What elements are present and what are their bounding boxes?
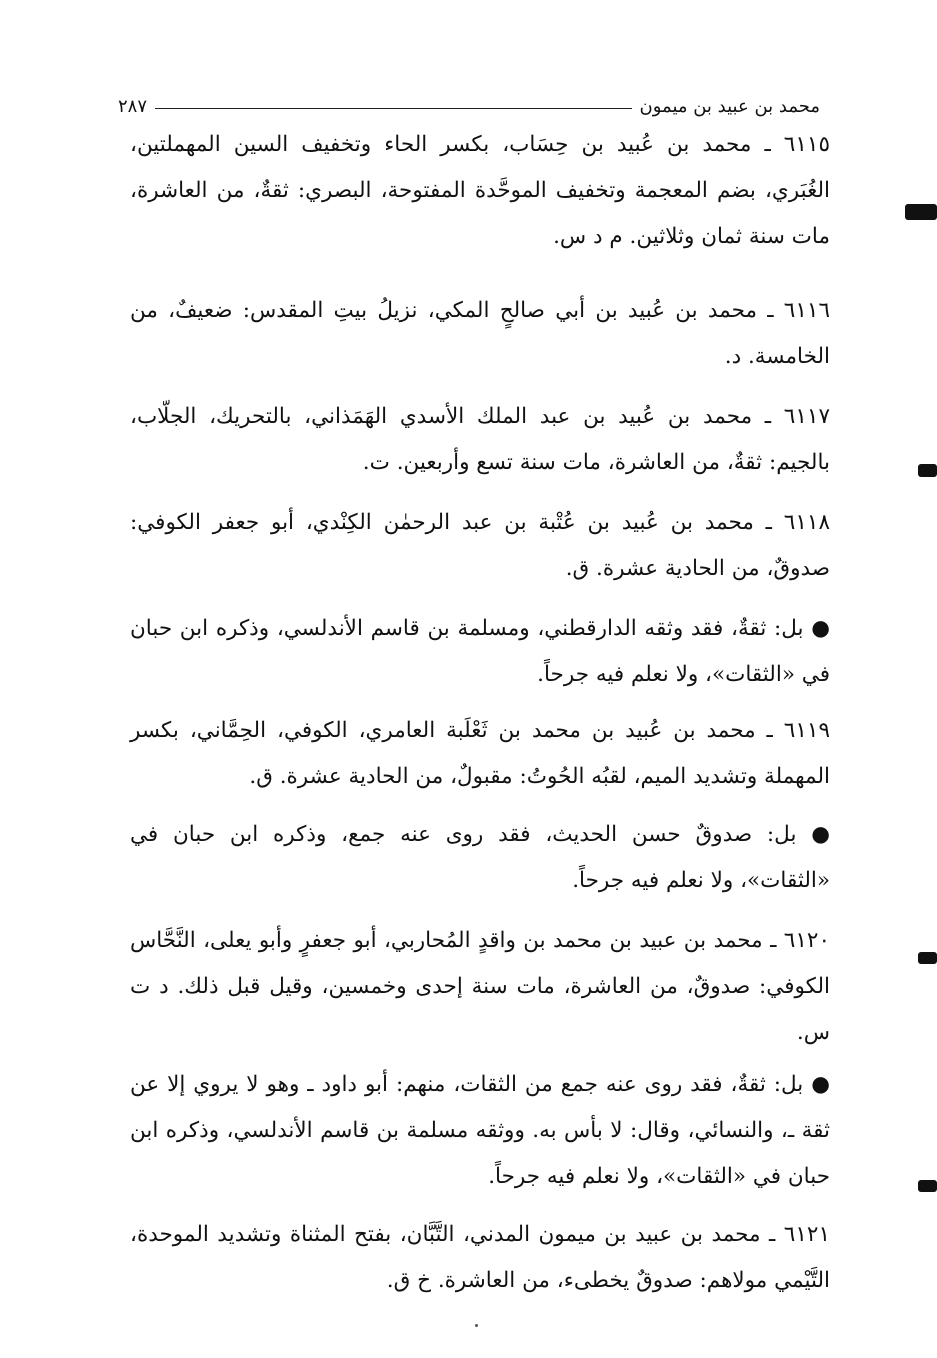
margin-mark [905, 204, 937, 220]
margin-mark [918, 952, 937, 964]
page-header [118, 92, 820, 120]
scan-speck [475, 1324, 478, 1327]
entry-6120: ٦١٢٠ ـ محمد بن عبيد بن محمد بن واقدٍ المُحاربي، أبو جعفرٍ وأبو يعلى، النَّحَّاس الكوفي: صدوقٌ، من العاشرة، مات سنة إحدى وخمسين، وقيل قبل ذلك. د ت س. [130, 928, 830, 1045]
comment-6118: ● بل: ثقةٌ، فقد وثقه الدارقطني، ومسلمة بن قاسم الأندلسي، وذكره ابن حبان في «الثقات»، ولا نعلم فيه جرحاً. [130, 616, 830, 687]
running-title: محمد بن عبيد بن ميمون [639, 95, 820, 117]
entry-6116: ٦١١٦ ـ محمد بن عُبيد بن أبي صالحٍ المكي، نزيلُ بيتِ المقدس: ضعيفٌ، من الخامسة. د. [130, 298, 830, 369]
entry-6121: ٦١٢١ ـ محمد بن عبيد بن ميمون المدني، التَّبَّان، بفتح المثناة وتشديد الموحدة، التَّيْمي مولاهم: صدوقٌ يخطىء، من العاشرة. خ ق. [130, 1222, 830, 1293]
margin-mark [918, 464, 937, 477]
entry-6118: ٦١١٨ ـ محمد بن عُبيد بن عُتْبة بن عبد الرحمٰن الكِنْدي، أبو جعفر الكوفي: صدوقٌ، من الحادية عشرة. ق. [130, 510, 830, 581]
entry-6119: ٦١١٩ ـ محمد بن عُبيد بن محمد بن ثَعْلَبة العامري، الكوفي، الحِمَّاني، بكسر المهملة وتشديد الميم، لقبُه الحُوتُ: مقبولٌ، من الحادية عشرة. ق. [130, 718, 830, 789]
margin-mark [918, 1180, 937, 1192]
comment-6120: ● بل: ثقةٌ، فقد روى عنه جمع من الثقات، منهم: أبو داود ـ وهو لا يروي إلا عن ثقة ـ، والنسائي، وقال: لا بأس به. ووثقه مسلمة بن قاسم الأندلسي، وذكره ابن حبان في «الثقات»، ولا نعلم فيه جرحاً. [130, 1072, 830, 1189]
entry-6115: ٦١١٥ ـ محمد بن عُبيد بن حِسَاب، بكسر الحاء وتخفيف السين المهملتين، الغُبَري، بضم المعجمة وتخفيف الموحَّدة المفتوحة، البصري: ثقةٌ، من العاشرة، مات سنة ثمان وثلاثين. م د س. [130, 132, 830, 249]
page-number: ٢٨٧ [118, 95, 148, 117]
entry-6117: ٦١١٧ ـ محمد بن عُبيد بن عبد الملك الأسدي الهَمَذاني، بالتحريك، الجلّاب، بالجيم: ثقةٌ، من العاشرة، مات سنة تسع وأربعين. ت. [130, 404, 830, 475]
comment-6119: ● بل: صدوقٌ حسن الحديث، فقد روى عنه جمع، وذكره ابن حبان في «الثقات»، ولا نعلم فيه جرحاً. [130, 822, 830, 893]
header-rule [155, 108, 632, 109]
